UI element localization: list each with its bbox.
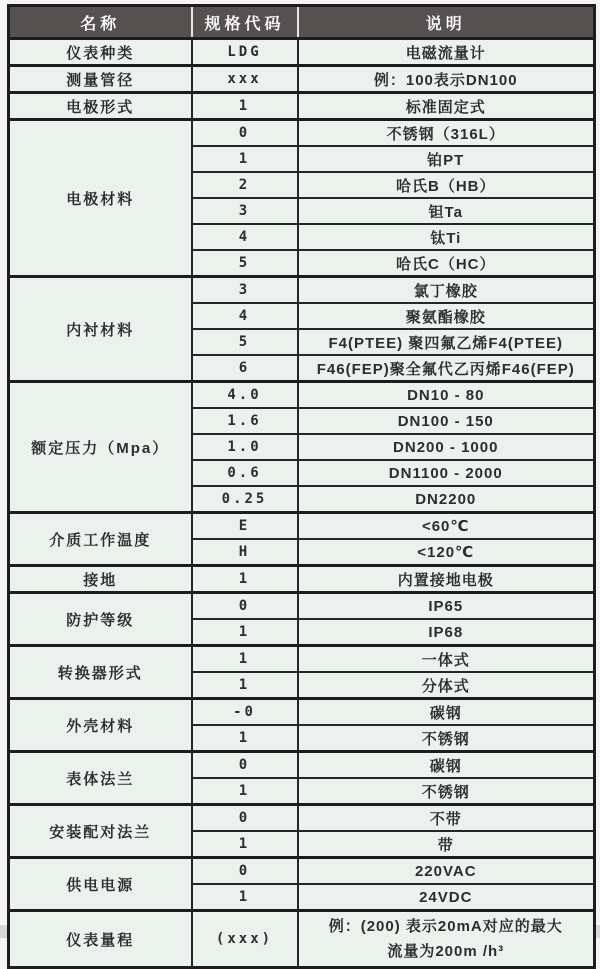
- table-row: [9, 858, 595, 885]
- spec-desc-cell: 钛Ti: [298, 224, 595, 250]
- spec-desc-cell: <120℃: [298, 539, 595, 566]
- table-row: [9, 93, 595, 120]
- spec-table-header: [9, 6, 595, 39]
- spec-code-cell: 0: [192, 593, 298, 620]
- spec-code-cell: 5: [192, 329, 298, 355]
- spec-table-body: [9, 39, 595, 968]
- col-header-name: 名称: [9, 6, 192, 39]
- spec-desc-cell: 内置接地电极: [298, 566, 595, 593]
- table-row: [9, 752, 595, 779]
- table-row: [9, 277, 595, 304]
- spec-desc-cell: F46(FEP)聚全氟代乙丙烯F46(FEP): [298, 355, 595, 382]
- spec-desc-cell: 不锈钢（316L）: [298, 120, 595, 147]
- spec-desc-cell: DN100 - 150: [298, 408, 595, 434]
- spec-code-cell: 6: [192, 355, 298, 382]
- table-row: [9, 66, 595, 93]
- spec-name-cell: 介质工作温度: [9, 513, 192, 566]
- spec-name-cell: 接地: [9, 566, 192, 593]
- table-row: [9, 566, 595, 593]
- spec-desc-cell: IP65: [298, 593, 595, 620]
- spec-code-cell: 4: [192, 303, 298, 329]
- table-row: [9, 39, 595, 66]
- spec-desc-cell: 碳钢: [298, 752, 595, 779]
- spec-code-cell: LDG: [192, 39, 298, 66]
- spec-desc-cell: DN10 - 80: [298, 382, 595, 409]
- table-row: [9, 120, 595, 147]
- spec-code-cell: 4.0: [192, 382, 298, 409]
- spec-desc-cell: <60℃: [298, 513, 595, 540]
- spec-name-cell: 额定压力（Mpa）: [9, 382, 192, 513]
- spec-desc-cell: 标准固定式: [298, 93, 595, 120]
- spec-name-cell: 电极形式: [9, 93, 192, 120]
- spec-name-cell: 电极材料: [9, 120, 192, 277]
- spec-code-cell: 0: [192, 805, 298, 832]
- spec-name-cell: 测量管径: [9, 66, 192, 93]
- spec-code-cell: 1: [192, 146, 298, 172]
- spec-desc-line: 例：(200) 表示20mA对应的最大: [328, 917, 563, 935]
- spec-name-cell: 安装配对法兰: [9, 805, 192, 858]
- spec-code-cell: 1: [192, 725, 298, 752]
- spec-code-cell: 0.25: [192, 486, 298, 513]
- spec-desc-cell: 氯丁橡胶: [298, 277, 595, 304]
- spec-code-cell: H: [192, 539, 298, 566]
- spec-code-cell: 0.6: [192, 460, 298, 486]
- table-row: [9, 805, 595, 832]
- col-header-desc: 说明: [298, 6, 595, 39]
- spec-code-cell: 1: [192, 619, 298, 646]
- spec-name-cell: 仪表量程: [9, 911, 192, 968]
- spec-code-cell: 3: [192, 277, 298, 304]
- table-row: [9, 513, 595, 540]
- spec-desc-cell: 哈氏C（HC）: [298, 250, 595, 277]
- spec-desc-cell: 不锈钢: [298, 725, 595, 752]
- spec-code-cell: 1: [192, 672, 298, 699]
- spec-desc-cell: [298, 911, 595, 968]
- spec-code-cell: (xxx): [192, 911, 298, 968]
- col-header-code: 规格代码: [192, 6, 298, 39]
- spec-code-cell: 0: [192, 858, 298, 885]
- table-row: [9, 646, 595, 673]
- table-row: [9, 699, 595, 726]
- header-row: [9, 6, 595, 39]
- spec-code-cell: 1: [192, 93, 298, 120]
- spec-desc-line: 流量为200m /h³: [387, 943, 505, 960]
- spec-desc-cell: IP68: [298, 619, 595, 646]
- spec-name-cell: 内衬材料: [9, 277, 192, 382]
- spec-name-cell: 供电电源: [9, 858, 192, 911]
- spec-code-cell: xxx: [192, 66, 298, 93]
- spec-desc-cell: 电磁流量计: [298, 39, 595, 66]
- table-row: [9, 593, 595, 620]
- spec-desc-cell: 碳钢: [298, 699, 595, 726]
- spec-code-cell: 3: [192, 198, 298, 224]
- spec-name-cell: 表体法兰: [9, 752, 192, 805]
- spec-code-cell: 1.0: [192, 434, 298, 460]
- spec-desc-cell: 铂PT: [298, 146, 595, 172]
- spec-code-cell: 1: [192, 646, 298, 673]
- spec-code-cell: 2: [192, 172, 298, 198]
- spec-desc-cell: 钽Ta: [298, 198, 595, 224]
- spec-code-cell: 1: [192, 831, 298, 858]
- spec-code-cell: 0: [192, 752, 298, 779]
- spec-code-cell: 1: [192, 884, 298, 911]
- spec-desc-cell: 一体式: [298, 646, 595, 673]
- spec-desc-cell: 不锈钢: [298, 778, 595, 805]
- spec-code-cell: 1: [192, 778, 298, 805]
- table-row: [9, 911, 595, 968]
- spec-code-cell: 5: [192, 250, 298, 277]
- spec-desc-cell: 聚氨酯橡胶: [298, 303, 595, 329]
- spec-code-cell: 0: [192, 120, 298, 147]
- spec-desc-cell: 例：100表示DN100: [298, 66, 595, 93]
- spec-name-cell: 外壳材料: [9, 699, 192, 752]
- spec-table: [7, 4, 596, 969]
- spec-name-cell: 仪表种类: [9, 39, 192, 66]
- spec-desc-cell: 不带: [298, 805, 595, 832]
- spec-desc-cell: DN2200: [298, 486, 595, 513]
- spec-name-cell: 防护等级: [9, 593, 192, 646]
- spec-code-cell: -0: [192, 699, 298, 726]
- spec-code-cell: E: [192, 513, 298, 540]
- spec-name-cell: 转换器形式: [9, 646, 192, 699]
- spec-code-cell: 1: [192, 566, 298, 593]
- spec-desc-cell: 220VAC: [298, 858, 595, 885]
- spec-code-cell: 1.6: [192, 408, 298, 434]
- table-row: [9, 382, 595, 409]
- spec-desc-cell: 带: [298, 831, 595, 858]
- spec-desc-cell: 分体式: [298, 672, 595, 699]
- spec-desc-cell: F4(PTEE) 聚四氟乙烯F4(PTEE): [298, 329, 595, 355]
- spec-desc-cell: 24VDC: [298, 884, 595, 911]
- spec-desc-cell: DN1100 - 2000: [298, 460, 595, 486]
- spec-desc-cell: DN200 - 1000: [298, 434, 595, 460]
- spec-desc-cell: 哈氏B（HB）: [298, 172, 595, 198]
- spec-code-cell: 4: [192, 224, 298, 250]
